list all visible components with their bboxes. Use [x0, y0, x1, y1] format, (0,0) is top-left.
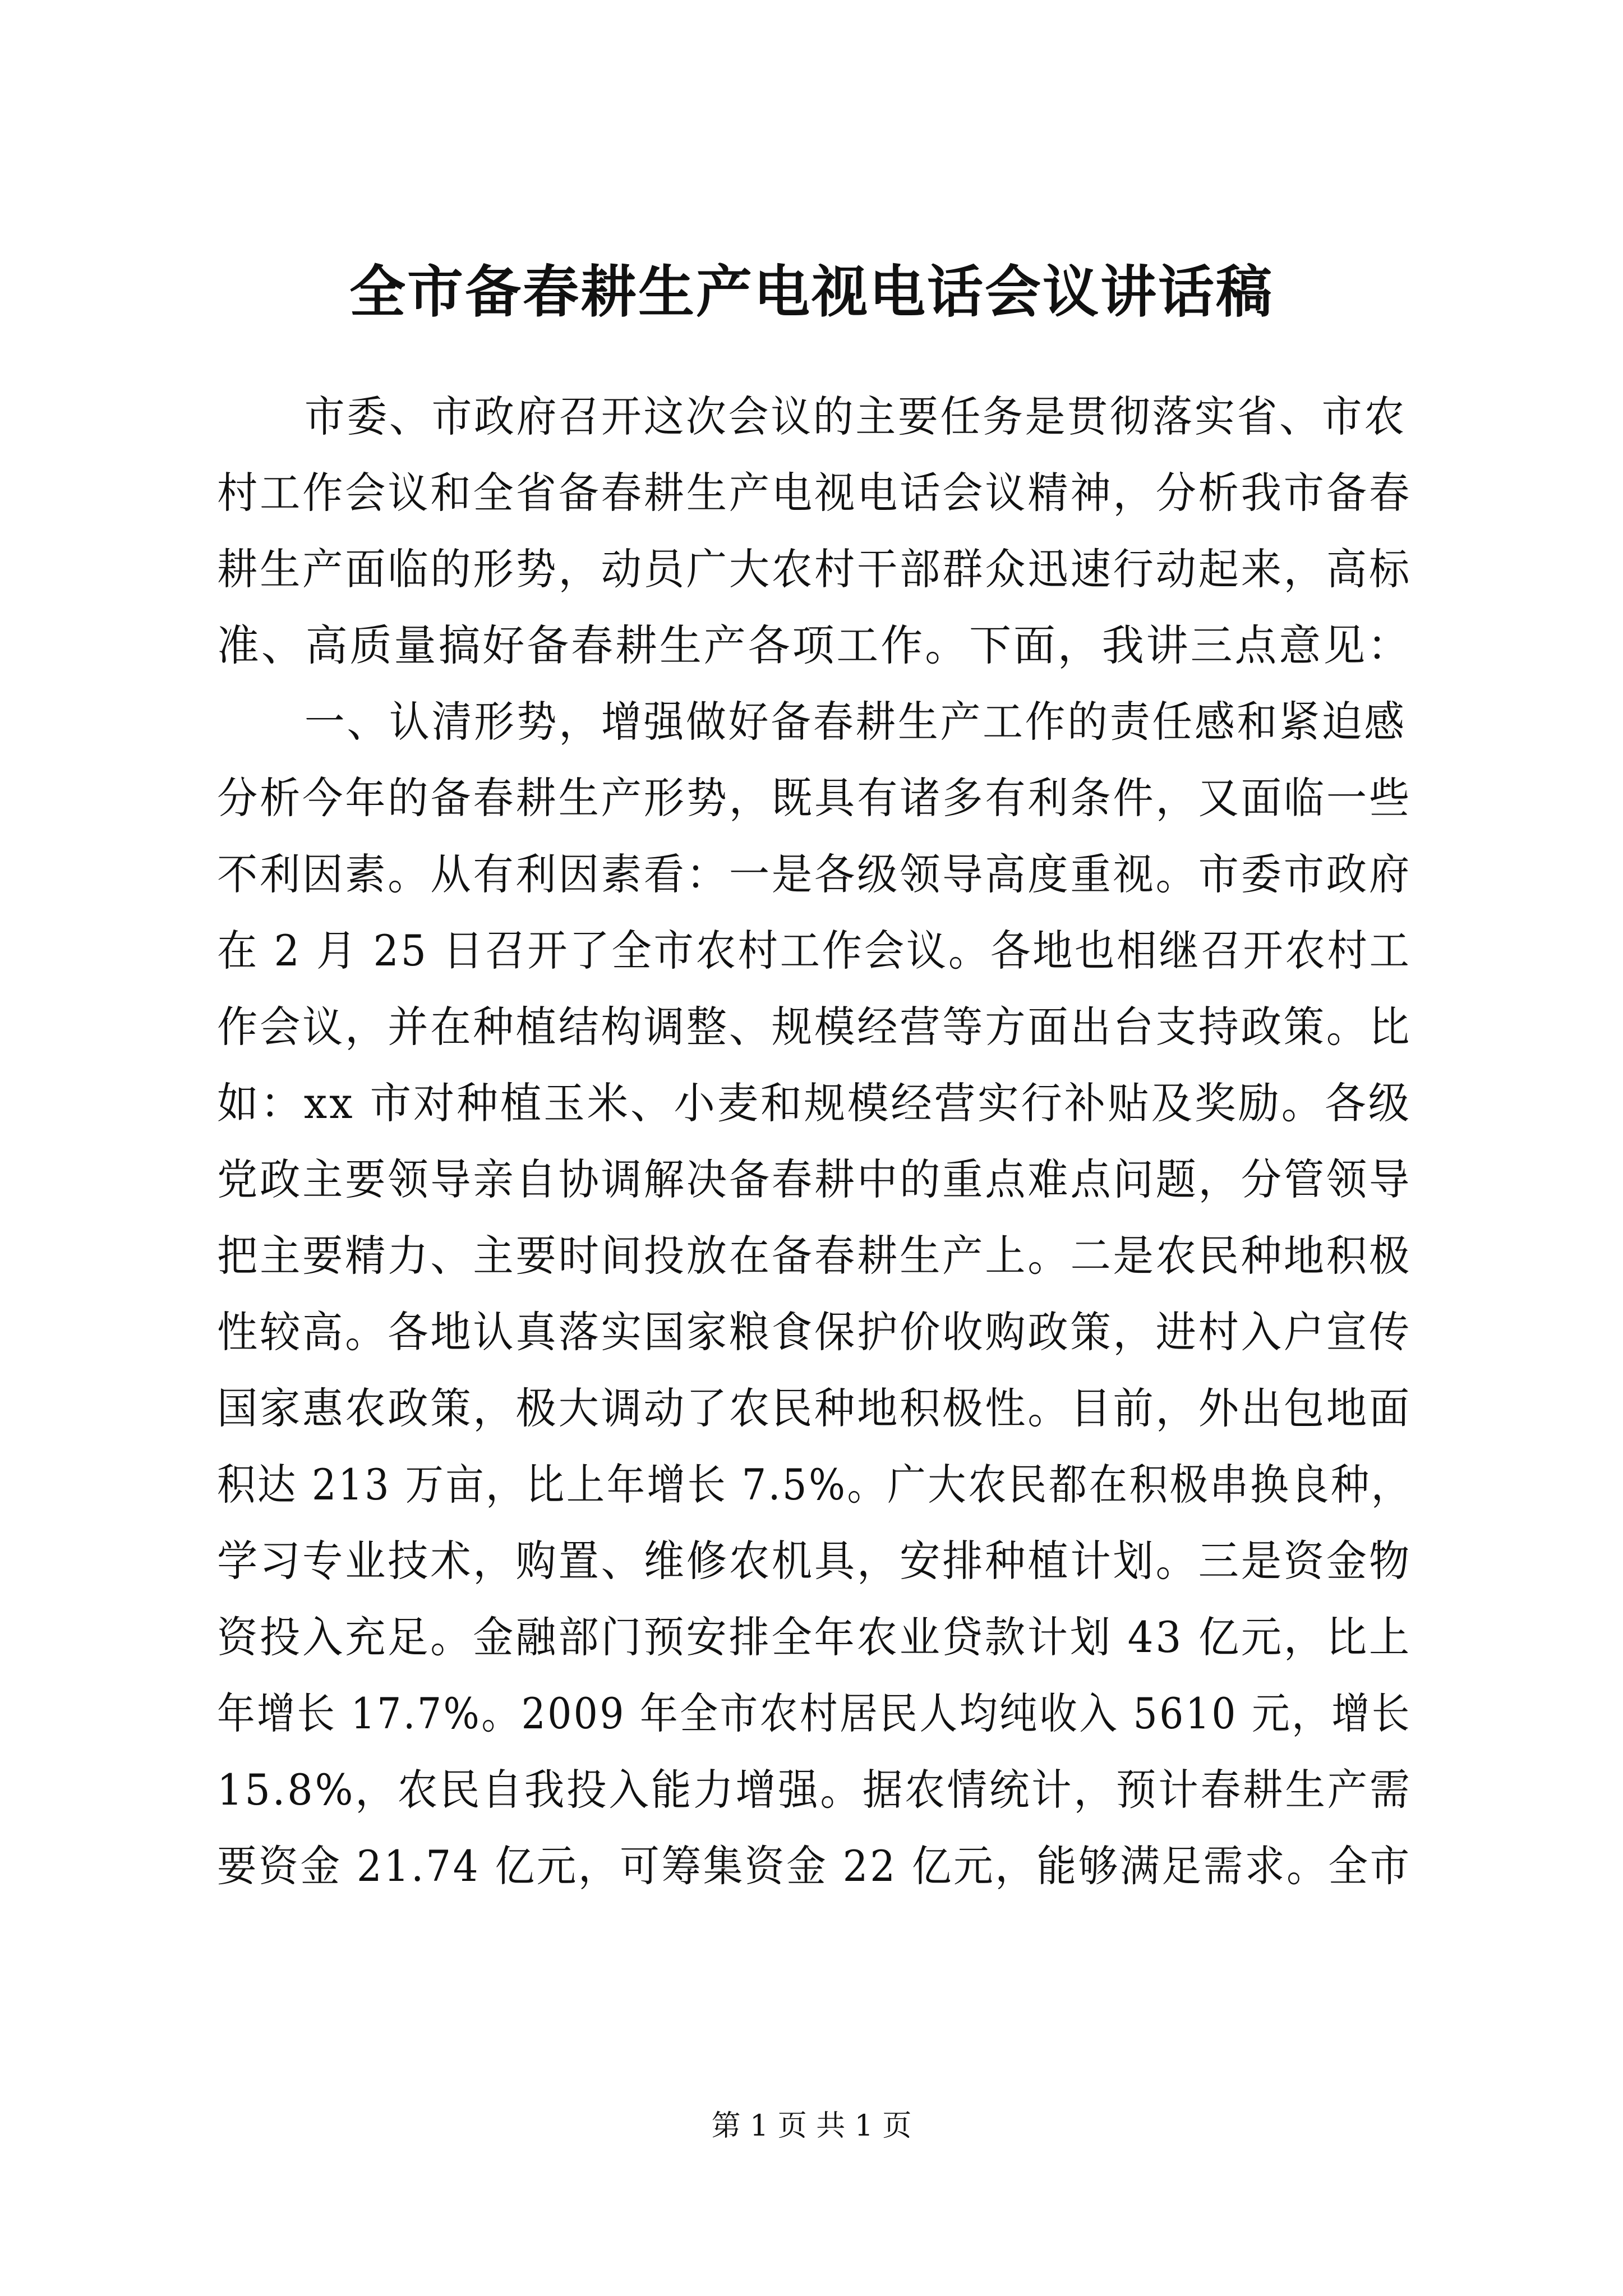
text-line: 资投入充足。金融部门预安排全年农业贷款计划 43 亿元，比上	[217, 1612, 1412, 1662]
text-line: 15.8%，农民自我投入能力增强。据农情统计，预计春耕生产需	[217, 1765, 1412, 1815]
text-line: 分析今年的备春耕生产形势，既具有诸多有利条件，又面临一些	[217, 773, 1412, 823]
text-line: 市委、市政府召开这次会议的主要任务是贯彻落实省、市农	[304, 392, 1407, 441]
page-footer: 第 1 页 共 1 页	[711, 2109, 912, 2143]
text-line: 要资金 21.74 亿元，可筹集资金 22 亿元，能够满足需求。全市	[217, 1841, 1412, 1891]
text-line: 年增长 17.7%。2009 年全市农村居民人均纯收入 5610 元，增长	[217, 1688, 1412, 1738]
text-line: 在 2 月 25 日召开了全市农村工作会议。各地也相继召开农村工	[217, 926, 1412, 976]
document-body	[217, 379, 1412, 1904]
text-line: 如：xx 市对种植玉米、小麦和规模经营实行补贴及奖励。各级	[217, 1078, 1412, 1128]
text-line: 不利因素。从有利因素看：一是各级领导高度重视。市委市政府	[217, 849, 1412, 899]
text-line: 积达 213 万亩，比上年增长 7.5%。广大农民都在积极串换良种，	[217, 1460, 1412, 1510]
text-line: 党政主要领导亲自协调解决备春耕中的重点难点问题，分管领导	[217, 1154, 1412, 1204]
text-line: 把主要精力、主要时间投放在备春耕生产上。二是农民种地积极	[217, 1231, 1412, 1281]
text-line: 性较高。各地认真落实国家粮食保护价收购政策，进村入户宣传	[217, 1307, 1412, 1357]
text-line: 作会议，并在种植结构调整、规模经营等方面出台支持政策。比	[217, 1002, 1412, 1052]
text-line: 村工作会议和全省备春耕生产电视电话会议精神，分析我市备春	[217, 468, 1412, 518]
text-line: 学习专业技术，购置、维修农机具，安排种植计划。三是资金物	[217, 1536, 1412, 1586]
document-title: 全市备春耕生产电视电话会议讲话稿	[349, 259, 1274, 325]
text-line: 耕生产面临的形势，动员广大农村干部群众迅速行动起来，高标	[217, 544, 1412, 594]
text-line: 国家惠农政策，极大调动了农民种地积极性。目前，外出包地面	[217, 1383, 1412, 1433]
text-line: 准、高质量搞好备春耕生产各项工作。下面，我讲三点意见：	[217, 620, 1412, 670]
text-line: 一、认清形势，增强做好备春耕生产工作的责任感和紧迫感	[304, 697, 1407, 747]
